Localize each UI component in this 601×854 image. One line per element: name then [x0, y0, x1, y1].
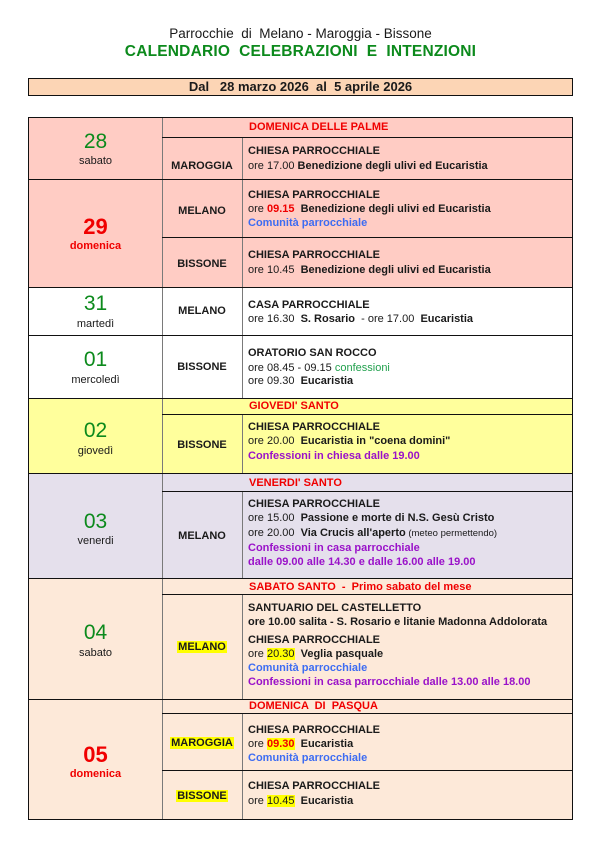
row-divider: [162, 491, 572, 492]
weekday-label: mercoledì: [71, 374, 120, 386]
venue-name: CASA PARROCCHIALE: [248, 299, 370, 311]
venue-name: SANTUARIO DEL CASTELLETTO: [248, 602, 422, 614]
service-line: ore 20.30 Veglia pasquale: [248, 648, 384, 660]
weekday-label: sabato: [78, 155, 113, 167]
day-row-29: [29, 179, 572, 287]
weekday-label: sabato: [78, 647, 113, 659]
day-row-04: [29, 578, 572, 699]
service-line: ore 09.30 Eucaristia: [248, 738, 354, 750]
venue-name: CHIESA PARROCCHIALE: [248, 634, 381, 646]
venue-name: CHIESA PARROCCHIALE: [248, 145, 381, 157]
community-note: Comunità parrocchiale: [248, 662, 368, 674]
row-divider: [162, 414, 572, 415]
column-divider: [162, 474, 163, 578]
location-label: MELANO: [178, 530, 226, 542]
day-number: 01: [83, 348, 108, 371]
feast-label: GIOVEDI' SANTO: [249, 400, 339, 412]
weekday-label: martedì: [76, 318, 115, 330]
location-label: MAROGGIA: [171, 160, 233, 172]
parishes-subtitle: Parrocchie di Melano - Maroggia - Bissone: [169, 26, 432, 41]
day-row-28: [29, 118, 572, 179]
column-divider: [242, 492, 243, 578]
column-divider: [242, 595, 243, 699]
column-divider: [242, 288, 243, 335]
day-row-02: [29, 398, 572, 473]
service-line: ore 16.30 S. Rosario - ore 17.00 Eucaristia: [248, 313, 474, 325]
confession-hours: dalle 09.00 alle 14.30 e dalle 16.00 alle 19.00: [248, 556, 476, 568]
feast-label: DOMENICA DELLE PALME: [249, 121, 389, 133]
location-label: BISSONE: [177, 790, 227, 802]
weekday-label: domenica: [69, 240, 122, 252]
location-label: BISSONE: [177, 258, 227, 270]
service-line: ore 08.45 - 09.15 confessioni: [248, 362, 390, 374]
row-divider: [162, 713, 572, 714]
day-number: 02: [83, 419, 108, 442]
confession-note: Confessioni in chiesa dalle 19.00: [248, 450, 420, 462]
service-line: ore 17.00 Benedizione degli ulivi ed Eucaristia: [248, 160, 488, 172]
service-line: ore 10.00 salita - S. Rosario e litanie Madonna Addolorata: [248, 616, 548, 628]
column-divider: [242, 336, 243, 398]
column-divider: [242, 180, 243, 287]
venue-name: CHIESA PARROCCHIALE: [248, 421, 381, 433]
day-row-05: [29, 699, 572, 819]
day-number: 03: [83, 510, 108, 533]
day-number: 29: [83, 214, 108, 239]
period-banner: Dal 28 marzo 2026 al 5 aprile 2026: [28, 78, 573, 96]
venue-name: CHIESA PARROCCHIALE: [248, 189, 381, 201]
column-divider: [162, 579, 163, 699]
day-row-03: [29, 473, 572, 578]
community-note: Comunità parrocchiale: [248, 217, 368, 229]
confession-note: Confessioni in casa parrocchiale: [248, 542, 420, 554]
location-label: MELANO: [178, 205, 226, 217]
weekday-label: domenica: [69, 768, 122, 780]
feast-label: SABATO SANTO - Primo sabato del mese: [249, 581, 472, 593]
location-label: MELANO: [178, 641, 226, 653]
service-line: ore 20.00 Via Crucis all'aperto (meteo permettendo): [248, 527, 498, 539]
service-line: ore 09.15 Benedizione degli ulivi ed Eucaristia: [248, 203, 491, 215]
feast-label: DOMENICA DI PASQUA: [249, 700, 378, 712]
calendar-table: [28, 117, 573, 820]
column-divider: [162, 180, 163, 287]
venue-name: ORATORIO SAN ROCCO: [248, 347, 377, 359]
column-divider: [242, 714, 243, 819]
row-divider: [162, 770, 572, 771]
venue-name: CHIESA PARROCCHIALE: [248, 249, 381, 261]
day-row-01: [29, 335, 572, 398]
service-line: ore 20.00 Eucaristia in "coena domini": [248, 435, 451, 447]
location-label: BISSONE: [177, 439, 227, 451]
row-divider: [162, 594, 572, 595]
location-label: BISSONE: [177, 361, 227, 373]
weekday-label: giovedì: [77, 445, 114, 457]
location-label: MAROGGIA: [171, 737, 233, 749]
day-number: 05: [83, 742, 108, 767]
location-label: MELANO: [178, 305, 226, 317]
day-number: 31: [83, 292, 108, 315]
day-number: 28: [83, 130, 108, 153]
service-line: ore 15.00 Passione e morte di N.S. Gesù Cristo: [248, 512, 495, 524]
community-note: Comunità parrocchiale: [248, 752, 368, 764]
venue-name: CHIESA PARROCCHIALE: [248, 724, 381, 736]
day-number: 04: [83, 621, 108, 644]
row-divider: [162, 137, 572, 138]
column-divider: [162, 399, 163, 473]
feast-label: VENERDI' SANTO: [249, 477, 342, 489]
column-divider: [242, 415, 243, 473]
column-divider: [242, 138, 243, 179]
service-line: ore 10.45 Benedizione degli ulivi ed Eucaristia: [248, 264, 491, 276]
venue-name: CHIESA PARROCCHIALE: [248, 780, 381, 792]
weekday-label: venerdi: [77, 535, 114, 547]
service-line: ore 10.45 Eucaristia: [248, 795, 354, 807]
day-row-31: [29, 287, 572, 335]
row-divider: [162, 237, 572, 238]
page-title: CALENDARIO CELEBRAZIONI E INTENZIONI: [124, 43, 477, 60]
venue-name: CHIESA PARROCCHIALE: [248, 498, 381, 510]
confession-note: Confessioni in casa parrocchiale dalle 13.00 alle 18.00: [248, 676, 531, 688]
service-line: ore 09.30 Eucaristia: [248, 375, 354, 387]
